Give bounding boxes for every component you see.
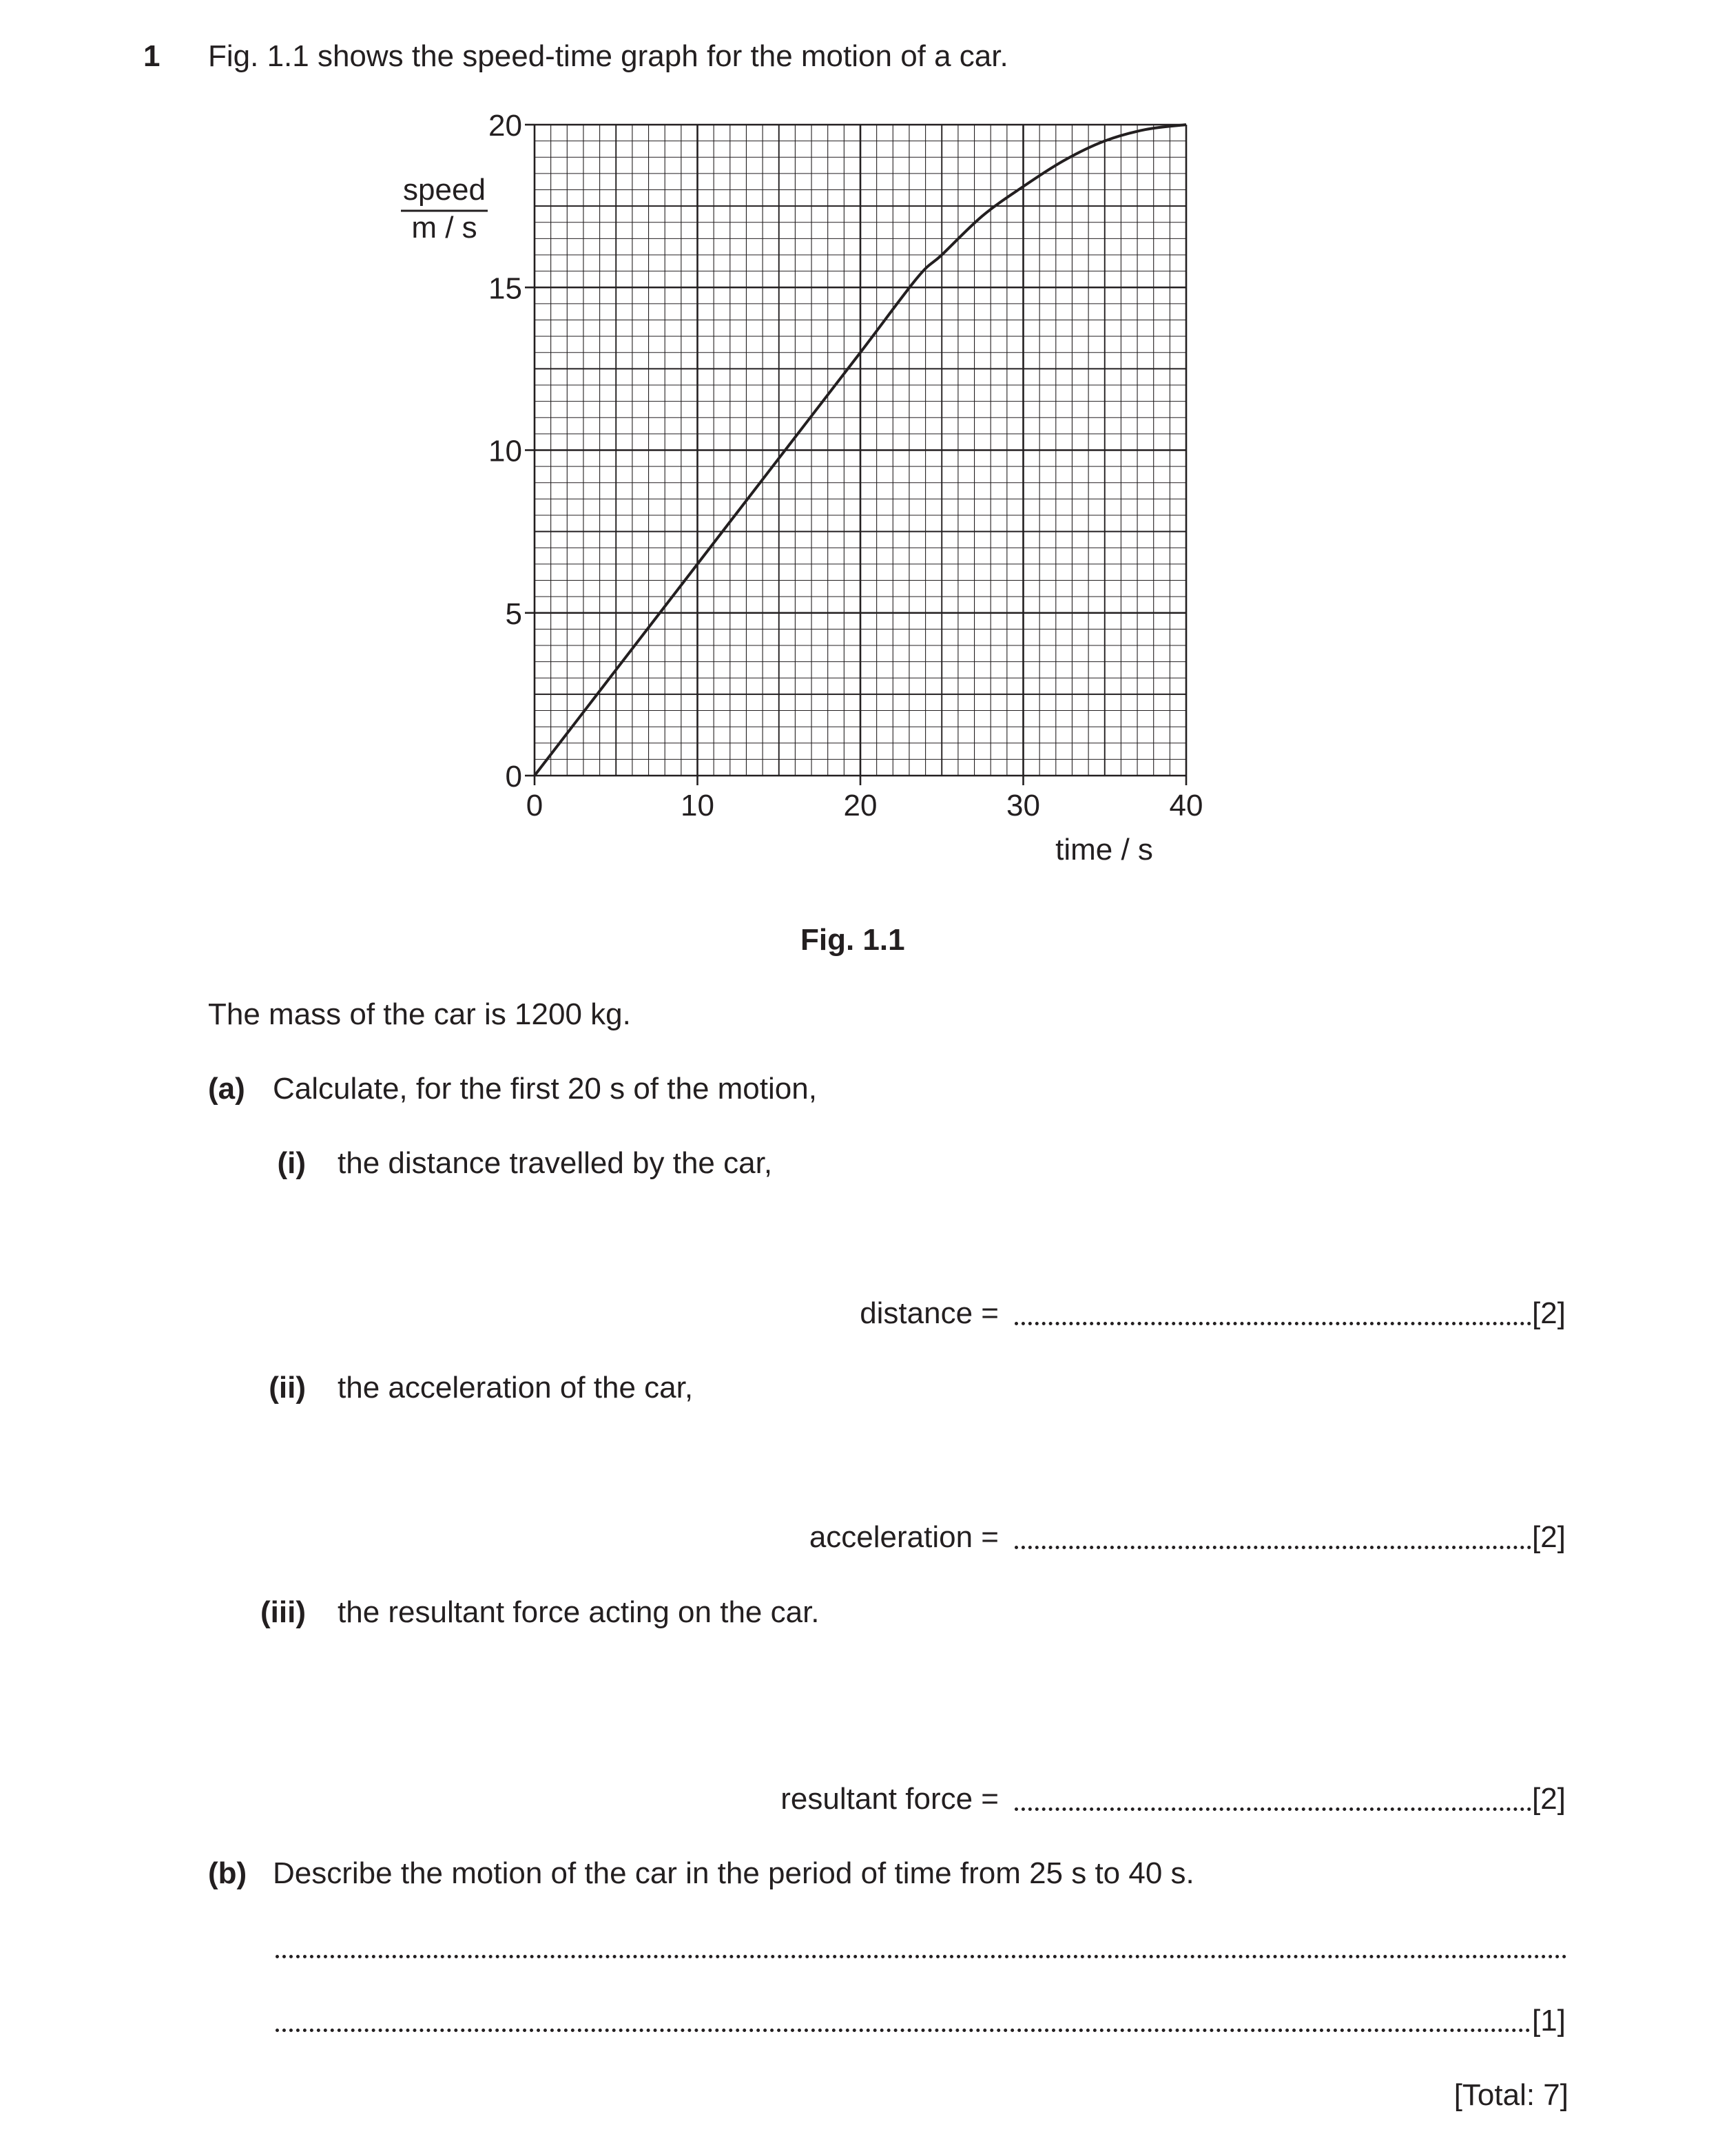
force-answer-label: resultant force = — [780, 1782, 999, 1816]
part-b-answer-line-2[interactable] — [276, 2029, 1531, 2032]
mass-statement: The mass of the car is 1200 kg. — [208, 997, 631, 1031]
y-tick-label: 15 — [488, 271, 522, 306]
y-tick-label: 20 — [488, 109, 522, 143]
acceleration-answer-line[interactable] — [1015, 1546, 1531, 1549]
tick-labels — [488, 109, 1203, 822]
total-marks: [Total: 7] — [1453, 2078, 1568, 2112]
speed-time-chart — [0, 0, 1709, 895]
part-a-iii-text: the resultant force acting on the car. — [338, 1595, 820, 1629]
acceleration-marks: [2] — [1532, 1520, 1566, 1554]
part-a-iii-label: (iii) — [260, 1595, 306, 1629]
y-tick-label: 5 — [505, 597, 522, 631]
acceleration-answer-label: acceleration = — [809, 1520, 999, 1554]
part-a-ii-text: the acceleration of the car, — [338, 1371, 694, 1404]
force-marks: [2] — [1532, 1782, 1566, 1816]
x-tick-label: 30 — [1006, 789, 1040, 822]
part-a-text: Calculate, for the first 20 s of the motion, — [273, 1072, 817, 1106]
distance-marks: [2] — [1532, 1296, 1566, 1330]
y-tick-label: 0 — [505, 760, 522, 794]
part-b-answer-line-1[interactable] — [276, 1955, 1567, 1958]
part-a-i-text: the distance travelled by the car, — [338, 1146, 773, 1180]
y-tick-label: 10 — [488, 434, 522, 468]
axis-ticks — [525, 125, 1186, 785]
part-a-i-label: (i) — [277, 1146, 306, 1180]
part-b-text: Describe the motion of the car in the period of time from 25 s to 40 s. — [273, 1856, 1194, 1890]
x-tick-label: 40 — [1169, 789, 1203, 822]
distance-answer-line[interactable] — [1015, 1322, 1531, 1325]
distance-answer-label: distance = — [860, 1296, 999, 1330]
part-a-ii-label: (ii) — [269, 1371, 306, 1404]
question-intro: Fig. 1.1 shows the speed-time graph for the motion of a car. — [208, 39, 1008, 73]
x-tick-label: 10 — [681, 789, 714, 822]
x-axis-label: time / s — [1055, 833, 1153, 867]
x-tick-label: 20 — [843, 789, 878, 822]
y-axis-label-top: speed — [403, 173, 486, 207]
part-a-label: (a) — [208, 1072, 245, 1106]
part-b-label: (b) — [208, 1856, 247, 1890]
figure-caption: Fig. 1.1 — [800, 923, 905, 957]
y-axis-label-unit: m / s — [411, 211, 477, 245]
part-b-marks: [1] — [1532, 2004, 1566, 2038]
x-tick-label: 0 — [526, 789, 543, 822]
force-answer-line[interactable] — [1015, 1807, 1531, 1811]
question-number: 1 — [143, 39, 160, 73]
